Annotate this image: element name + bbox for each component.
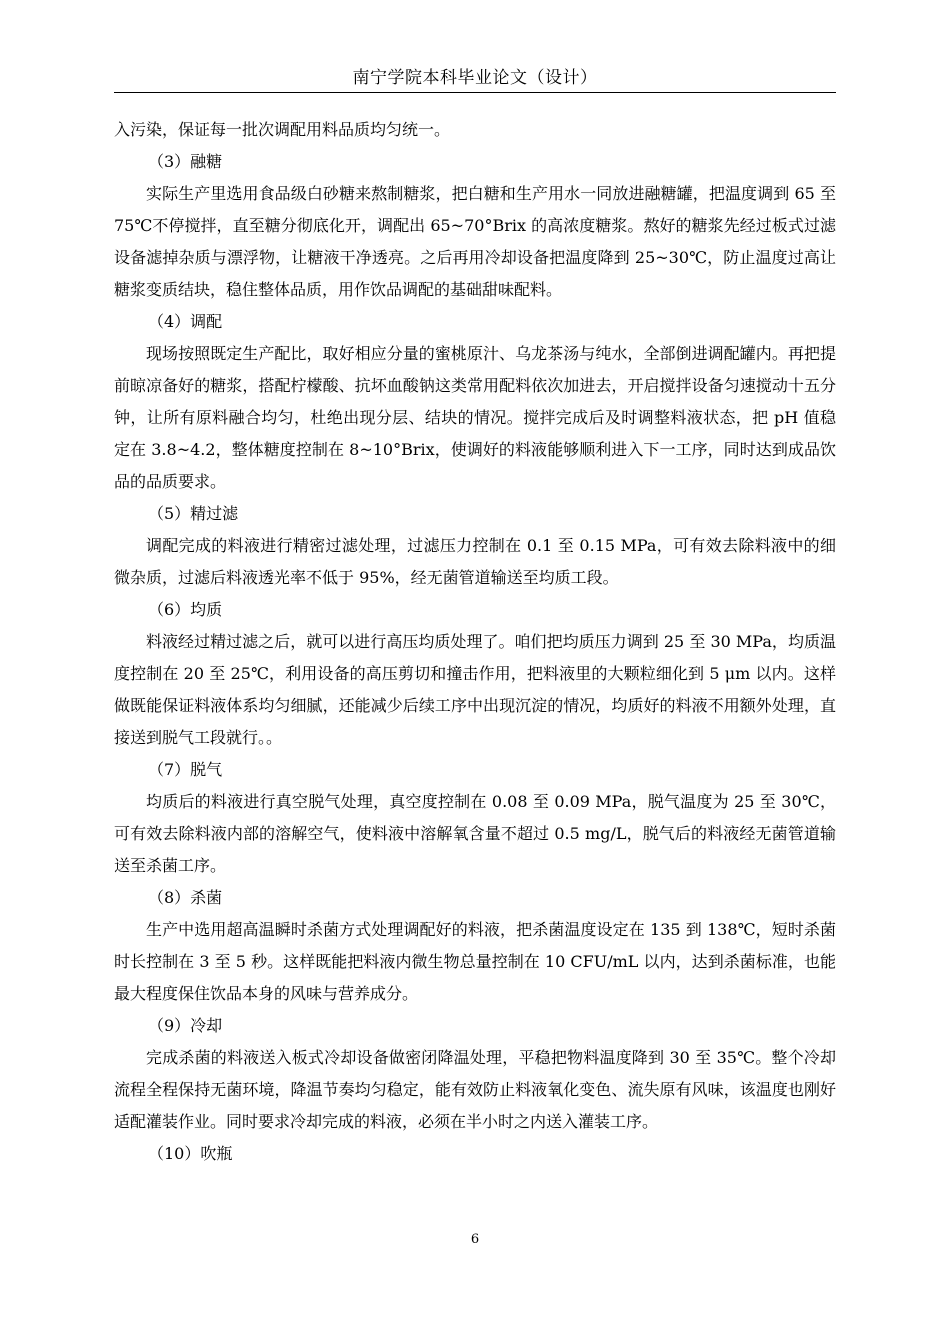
section-paragraph: 均质后的料液进行真空脱气处理，真空度控制在 0.08 至 0.09 MPa，脱气温度为 25 至 30℃，可有效去除料液内部的溶解空气，使料液中溶解氧含量不超过 0.5 mg/L，脱气后的料液经无菌管道输送至杀菌工序。	[114, 792, 836, 875]
header-rule	[114, 92, 836, 93]
section-heading-junzhi: （6）均质	[148, 600, 223, 619]
section-heading-chuiping: （10）吹瓶	[148, 1144, 233, 1163]
section-heading-tiaopei: （4）调配	[148, 312, 223, 331]
section-paragraph: 调配完成的料液进行精密过滤处理，过滤压力控制在 0.1 至 0.15 MPa，可有效去除料液中的细微杂质，过滤后料液透光率不低于 95%，经无菌管道输送至均质工段。	[114, 536, 836, 587]
intro-paragraph: 入污染，保证每一批次调配用料品质均匀统一。	[114, 120, 451, 139]
section-paragraph: 实际生产里选用食品级白砂糖来熬制糖浆，把白糖和生产用水一同放进融糖罐，把温度调到 65 至 75℃不停搅拌，直至糖分彻底化开，调配出 65~70°Brix 的高浓度糖浆。熬好的糖浆先经过板式过滤设备滤掉杂质与漂浮物，让糖液干净透亮。之后再用冷却设备把温度降到 25~30℃，防止温度过高让糖浆变质结块，稳住整体品质，用作饮品调配的基础甜味配料。	[114, 184, 836, 299]
section-paragraph: 生产中选用超高温瞬时杀菌方式处理调配好的料液，把杀菌温度设定在 135 到 138℃，短时杀菌时长控制在 3 至 5 秒。这样既能把料液内微生物总量控制在 10 CFU/mL 以内，达到杀菌标准，也能最大程度保住饮品本身的风味与营养成分。	[114, 920, 836, 1003]
section-paragraph: 料液经过精过滤之后，就可以进行高压均质处理了。咱们把均质压力调到 25 至 30 MPa，均质温度控制在 20 至 25℃，利用设备的高压剪切和撞击作用，把料液里的大颗粒细化到 5 μm 以内。这样做既能保证料液体系均匀细腻，还能减少后续工序中出现沉淀的情况，均质好的料液不用额外处理，直接送到脱气工段就行。。	[114, 632, 836, 747]
page-number: 6	[470, 1232, 480, 1247]
section-heading-shajun: （8）杀菌	[148, 888, 223, 907]
section-heading-jingguolv: （5）精过滤	[148, 504, 239, 523]
section-paragraph: 完成杀菌的料液送入板式冷却设备做密闭降温处理，平稳把物料温度降到 30 至 35℃。整个冷却流程全程保持无菌环境，降温节奏均匀稳定，能有效防止料液氧化变色、流失原有风味，该温度也刚好适配灌装作业。同时要求冷却完成的料液，必须在半小时之内送入灌装工序。	[114, 1048, 836, 1131]
section-heading-ronghtang: （3）融糖	[148, 152, 223, 171]
section-heading-lengque: （9）冷却	[148, 1016, 223, 1035]
section-paragraph: 现场按照既定生产配比，取好相应分量的蜜桃原汁、乌龙茶汤与纯水，全部倒进调配罐内。再把提前晾凉备好的糖浆，搭配柠檬酸、抗坏血酸钠这类常用配料依次加进去，开启搅拌设备匀速搅动十五分钟，让所有原料融合均匀，杜绝出现分层、结块的情况。搅拌完成后及时调整料液状态，把 pH 值稳定在 3.8~4.2，整体糖度控制在 8~10°Brix，使调好的料液能够顺利进入下一工序，同时达到成品饮品的品质要求。	[114, 344, 836, 491]
body-text	[114, 114, 836, 1170]
section-heading-tuoqi: （7）脱气	[148, 760, 223, 779]
page-header-title: 南宁学院本科毕业论文（设计）	[352, 68, 598, 88]
